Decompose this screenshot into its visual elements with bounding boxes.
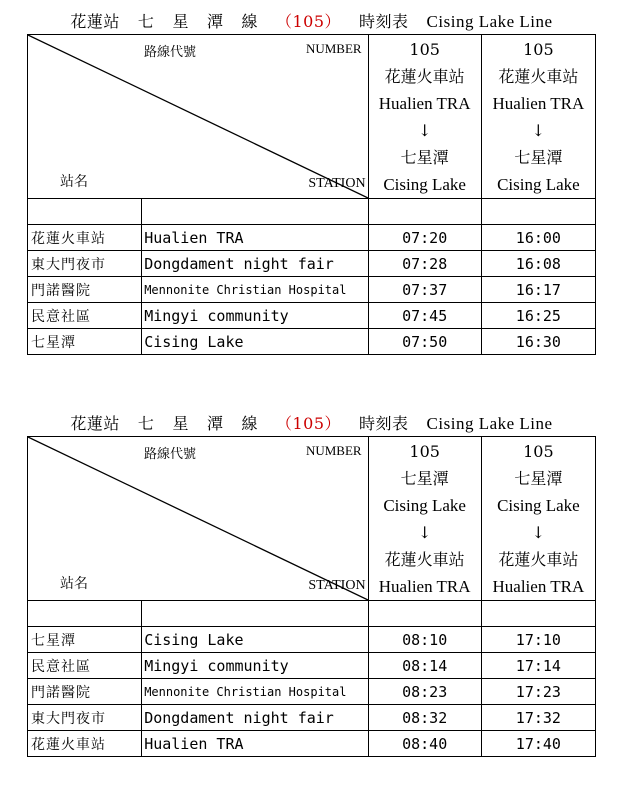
stop-name-en: Mennonite Christian Hospital [142,679,368,705]
stop-name-zh: 民意社區 [28,303,142,329]
station-label-en: STATION [308,578,366,593]
departure-time: 07:45 [368,303,481,329]
table-row [28,653,596,679]
blank-row [28,601,596,627]
stop-name-en: Mingyi community [142,653,368,679]
number-label: NUMBER [305,443,362,458]
departure-time: 17:14 [481,653,595,679]
departure-time: 07:28 [368,251,481,277]
title-station: 花蓮站 [70,414,120,433]
title-char: 七 [137,12,155,31]
title-route-number: （105） [275,12,342,31]
departure-time: 17:32 [481,705,595,731]
title-char: 線 [241,414,258,433]
departure-time: 08:14 [368,653,481,679]
route-to-en: Cising Lake [497,175,580,194]
departure-time: 17:10 [481,627,595,653]
station-label-zh: 站名 [60,576,88,592]
table-row [28,627,596,653]
title-char: 潭 [206,414,224,433]
title-char: 線 [241,12,258,31]
stop-name-zh: 花蓮火車站 [28,731,142,757]
title-char: 星 [172,12,189,31]
route-to-en: Hualien TRA [378,577,471,596]
route-from-en: Hualien TRA [378,94,471,113]
diagonal-header-cell [28,35,369,199]
blank-row [28,199,596,225]
departure-time: 08:40 [368,731,481,757]
diagonal-header-cell [28,437,369,601]
station-label-zh: 站名 [60,174,88,190]
title-station: 花蓮站 [70,12,120,31]
down-arrow-icon: ↓ [417,121,432,140]
route-code-label: 路線代號 [144,447,197,462]
route-to-en: Hualien TRA [492,577,585,596]
table-row [28,731,596,757]
route-to-en: Cising Lake [383,175,466,194]
table-row [28,705,596,731]
station-label-en: STATION [308,176,366,191]
stop-name-zh: 花蓮火車站 [28,225,142,251]
departure-time: 17:40 [481,731,595,757]
stop-name-en: Mennonite Christian Hospital [142,277,368,303]
stop-name-en: Dongdament night fair [142,705,368,731]
route-from-zh: 花蓮火車站 [384,67,465,86]
stop-name-zh: 東大門夜市 [28,705,142,731]
route-to-zh: 花蓮火車站 [498,550,579,569]
down-arrow-icon: ↓ [531,121,546,140]
stop-name-zh: 門諾醫院 [28,679,142,705]
departure-time: 07:50 [368,329,481,355]
route-code-label: 路線代號 [144,45,197,60]
route-number: 105 [523,40,554,59]
title-kind: 時刻表 [359,12,409,31]
route-from-en: Cising Lake [497,496,580,515]
table-row [28,303,596,329]
route-header [481,35,595,199]
departure-time: 16:00 [481,225,595,251]
stop-name-en: Dongdament night fair [142,251,368,277]
timetable-outbound [27,10,596,355]
title-char: 潭 [206,12,224,31]
route-header [368,35,481,199]
timetable-title [27,412,596,436]
stop-name-en: Hualien TRA [142,731,368,757]
title-kind: 時刻表 [359,414,409,433]
title-english: Cising Lake Line [426,12,553,31]
number-label: NUMBER [305,41,362,56]
departure-time: 08:32 [368,705,481,731]
route-header [481,437,595,601]
route-from-zh: 花蓮火車站 [498,67,579,86]
title-route-number: （105） [275,414,342,433]
route-number: 105 [523,442,554,461]
timetable-title [27,10,596,34]
schedule-table [27,34,596,355]
stop-name-zh: 東大門夜市 [28,251,142,277]
stop-name-en: Cising Lake [142,627,368,653]
route-number: 105 [409,40,440,59]
route-number: 105 [409,442,440,461]
table-row [28,679,596,705]
title-english: Cising Lake Line [426,414,553,433]
departure-time: 16:08 [481,251,595,277]
title-char: 七 [137,414,155,433]
stop-name-zh: 七星潭 [28,329,142,355]
table-row [28,251,596,277]
stop-name-en: Mingyi community [142,303,368,329]
route-to-zh: 花蓮火車站 [384,550,465,569]
departure-time: 08:23 [368,679,481,705]
route-to-zh: 七星潭 [514,148,563,167]
down-arrow-icon: ↓ [531,523,546,542]
departure-time: 17:23 [481,679,595,705]
route-from-zh: 七星潭 [400,469,449,488]
departure-time: 16:30 [481,329,595,355]
timetable-return [27,412,596,757]
schedule-table [27,436,596,757]
route-from-zh: 七星潭 [514,469,563,488]
stop-name-en: Cising Lake [142,329,368,355]
down-arrow-icon: ↓ [417,523,432,542]
departure-time: 16:17 [481,277,595,303]
stop-name-zh: 門諾醫院 [28,277,142,303]
table-row [28,277,596,303]
departure-time: 07:20 [368,225,481,251]
departure-time: 08:10 [368,627,481,653]
table-row [28,329,596,355]
route-to-zh: 七星潭 [400,148,449,167]
table-row [28,225,596,251]
departure-time: 07:37 [368,277,481,303]
stop-name-zh: 七星潭 [28,627,142,653]
route-from-en: Cising Lake [383,496,466,515]
departure-time: 16:25 [481,303,595,329]
route-header [368,437,481,601]
route-from-en: Hualien TRA [492,94,585,113]
stop-name-zh: 民意社區 [28,653,142,679]
title-char: 星 [172,414,189,433]
stop-name-en: Hualien TRA [142,225,368,251]
